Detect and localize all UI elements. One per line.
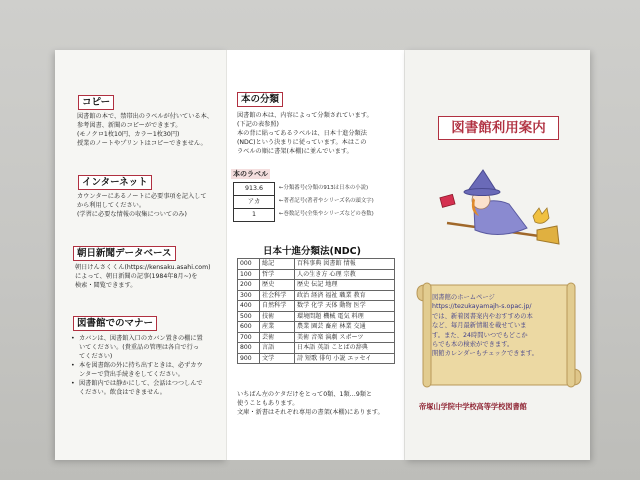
ndc-table [237, 258, 395, 364]
ndc-desc: 数学 化学 天体 動物 医学 [295, 301, 395, 312]
ndc-row [238, 311, 395, 322]
book-label-title: 本のラベル [233, 170, 268, 178]
ndc-desc: 詩 短歌 俳句 小説 エッセイ [295, 353, 395, 364]
label-author-mark: アカ [234, 196, 274, 209]
ndc-row [238, 353, 395, 364]
asahi-section-text: 朝日けんさくくん(https://kensaku.asahi.com) によって、朝日新聞の記事(1984年8月~)を 検索・閲覧できます。 [75, 264, 211, 289]
classification-outro: いちばん左のケタだけをとって0類、1類…9類と 使うこともあります。 文庫・新書はそれぞれ専用の書架(本棚)にあります。 [237, 391, 384, 416]
witch-on-broom-illustration [439, 168, 564, 248]
ndc-row [238, 332, 395, 343]
ndc-code: 300 [238, 290, 260, 301]
ndc-desc: 農業 園芸 畜産 林業 交通 [295, 322, 395, 333]
ndc-name: 言語 [260, 343, 295, 354]
school-library-name: 帝塚山学院中学校高等学校図書館 [419, 402, 527, 411]
ndc-name: 芸術 [260, 332, 295, 343]
ndc-name: 技術 [260, 311, 295, 322]
ndc-name: 自然科学 [260, 301, 295, 312]
ndc-row [238, 290, 395, 301]
ndc-row [238, 280, 395, 291]
ndc-code: 900 [238, 353, 260, 364]
label-note: ←分類番号(分類の913は日本の小説) [279, 185, 369, 191]
ndc-row [238, 322, 395, 333]
asahi-section-title: 朝日新聞データベース [73, 246, 176, 261]
ndc-row [238, 259, 395, 270]
ndc-name: 文学 [260, 353, 295, 364]
label-note: ←巻数記号(全集やシリーズなどの巻数) [279, 211, 374, 217]
ndc-row [238, 269, 395, 280]
right-panel [405, 50, 590, 460]
internet-section-text: カウンターにあるノートに必要事項を記入して から利用してください。 (学習に必要な情報の収集についてのみ) [77, 193, 207, 218]
ndc-table-title: 日本十進分類法(NDC) [263, 246, 361, 257]
ndc-row [238, 301, 395, 312]
ndc-desc: 政治 経済 福祉 職業 教育 [295, 290, 395, 301]
homepage-info-text: 図書館のホームページ https://tezukayamajh-s.opac.jp/ では、新着図書案内やおすすめの本 など、毎月最新情報を載せていま す。また、24時間いつでもどこか らでも本の検索ができます。 開館カレンダーもチェックできます。 [432, 294, 538, 358]
manners-item: • 本を図書館の外に持ち出すときは、必ずカウ ンターで貸出手続きをしてください。 [71, 361, 203, 379]
ndc-name: 産業 [260, 322, 295, 333]
ndc-code: 200 [238, 280, 260, 291]
ndc-code: 100 [238, 269, 260, 280]
label-note: ←著者記号(著者やシリーズ名の頭文字) [279, 198, 374, 204]
book-label-diagram [233, 182, 275, 222]
ndc-desc: 百科事典 図書館 情報 [295, 259, 395, 270]
ndc-code: 600 [238, 322, 260, 333]
ndc-name: 歴史 [260, 280, 295, 291]
copy-section-text: 図書館の本で、禁帯出のラベルが付いている本、 参考図書、新聞のコピーができます。 (モノクロ1枚10円、カラー1枚30円) 授業のノートやプリントはコピーできません。 [77, 113, 213, 147]
label-volume-mark: 1 [251, 211, 256, 218]
ndc-code: 400 [238, 301, 260, 312]
copy-section-title: コピー [78, 95, 114, 110]
ndc-desc: 美術 音楽 演劇 スポーツ [295, 332, 395, 343]
manners-list [71, 334, 203, 397]
middle-panel [227, 50, 405, 460]
internet-section-title: インターネット [78, 175, 152, 190]
ndc-desc: 日本語 英語 ことばの辞典 [295, 343, 395, 354]
ndc-code: 000 [238, 259, 260, 270]
manners-section-title: 図書館でのマナー [73, 316, 157, 331]
manners-item: • カバンは、図書館入口のカバン置きの棚に置 いてください。(貴重品の管理は各自で行っ てください) [71, 334, 203, 361]
manners-item: • 図書館内では静かにして、会話はつつしんで ください。飲食はできません。 [71, 379, 203, 397]
ndc-name: 社会科学 [260, 290, 295, 301]
classification-title: 本の分類 [237, 92, 283, 107]
ndc-name: 総記 [260, 259, 295, 270]
ndc-desc: 人の生き方 心理 宗教 [295, 269, 395, 280]
label-class-number: 913.6 [234, 183, 274, 196]
ndc-desc: 歴史 伝記 地理 [295, 280, 395, 291]
classification-intro: 図書館の本は、内容によって分類されています。 (下記の表参照) 本の背に貼ってあるラベルは、日本十進分類法 (NDC)という決まりに従っています。本はこの ラベルの順に書架(本棚)に並んでいます。 [237, 112, 373, 155]
ndc-code: 800 [238, 343, 260, 354]
left-panel [55, 50, 227, 460]
ndc-name: 哲学 [260, 269, 295, 280]
library-guide-brochure [55, 50, 590, 460]
ndc-code: 700 [238, 332, 260, 343]
ndc-code: 500 [238, 311, 260, 322]
ndc-row [238, 343, 395, 354]
guide-title: 図書館利用案内 [438, 116, 559, 140]
ndc-desc: 環境問題 機械 電気 料理 [295, 311, 395, 322]
